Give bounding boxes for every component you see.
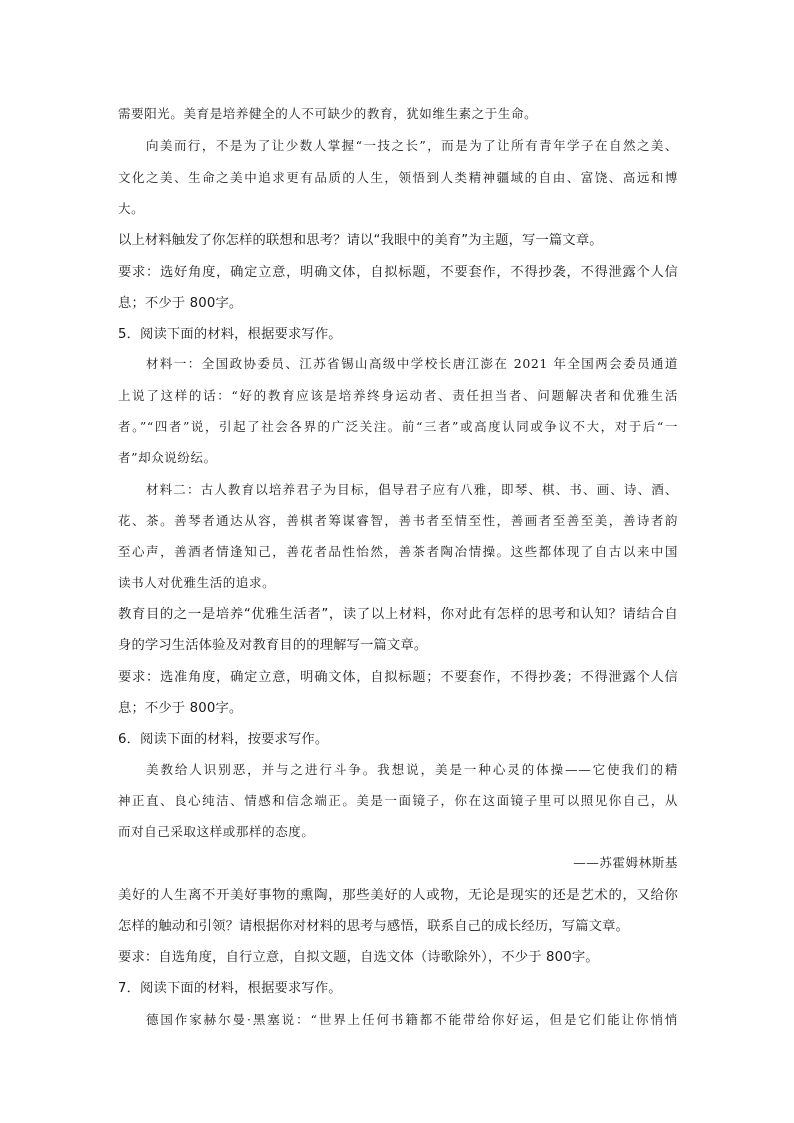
material-line: 材料二：古人教育以培养君子为目标，倡导君子应有八雅，即琴、棋、书、画、诗、酒、	[146, 482, 678, 497]
material-line: 者”却众说纷纭。	[118, 450, 217, 465]
material-line: 上说了这样的话：“好的教育应该是培养终身运动者、责任担当者、问题解决者和优雅生活	[118, 388, 678, 403]
question-requirement: 要求：自选角度，自行立意，自拟文题，自选文体（诗歌除外），不少于 800字。	[118, 950, 599, 965]
attribution: ——苏霍姆林斯基	[573, 855, 678, 870]
material-line: 材料一：全国政协委员、江苏省锡山高级中学校长唐江澎在 2021 年全国两会委员通道	[146, 356, 678, 371]
question-prompt: 身的学习生活体验及对教育目的的理解写一篇文章。	[118, 638, 428, 653]
question-requirement: 要求：选准角度，确定立意，明确文体，自拟标题；不要套作，不得抄袭；不得泄露个人信	[118, 670, 678, 685]
question-prompt: 美好的人生离不开美好事物的熏陶，那些美好的人或物，无论是现实的还是艺术的，又给你	[118, 888, 678, 903]
material-line: 而对自己采取这样或那样的态度。	[118, 824, 315, 839]
material-line: 至心声，善酒者情逢知己，善花者品性怡然，善茶者陶冶情操。这些都体现了自古以来中国	[118, 544, 678, 559]
paragraph-line: 大。	[118, 201, 145, 216]
paragraph-line: 向美而行，不是为了让少数人掌握“一技之长”，而是为了让所有青年学子在自然之美、	[146, 138, 678, 153]
material-line: 读书人对优雅生活的追求。	[118, 575, 276, 590]
question-heading: 6．阅读下面的材料，按要求写作。	[118, 732, 329, 747]
question-heading: 7．阅读下面的材料，根据要求写作。	[118, 981, 342, 996]
question-prompt: 怎样的触动和引领？请根据你对材料的思考与感悟，联系自己的成长经历，写篇文章。	[118, 919, 629, 934]
paragraph-line: 需要阳光。美育是培养健全的人不可缺少的教育，犹如维生素之于生命。	[118, 106, 538, 121]
question-requirement: 息；不少于 800字。	[118, 701, 243, 716]
question-prompt: 以上材料触发了你怎样的联想和思考？请以“我眼中的美育”为主题，写一篇文章。	[118, 233, 603, 248]
material-line: 美教给人识别恶，并与之进行斗争。我想说，美是一种心灵的体操——它使我们的精	[146, 762, 678, 777]
question-requirement: 息；不少于 800字。	[118, 296, 243, 311]
question-prompt: 教育目的之一是培养“优雅生活者”，读了以上材料，你对此有怎样的思考和认知？请结合自	[118, 607, 678, 622]
question-requirement: 要求：选好角度，确定立意，明确文体，自拟标题，不要套作，不得抄袭，不得泄露个人信	[118, 265, 678, 280]
paragraph-line: 文化之美、生命之美中追求更有品质的人生，领悟到人类精神疆域的自由、富饶、高远和博	[118, 170, 678, 185]
material-line: 花、茶。善琴者通达从容，善棋者筹谋睿智，善书者至情至性，善画者至善至美，善诗者韵	[118, 513, 678, 528]
material-line: 神正直、良心纯洁、情感和信念端正。美是一面镜子，你在这面镜子里可以照见你自己，从	[118, 793, 678, 808]
question-heading: 5．阅读下面的材料，根据要求写作。	[118, 327, 342, 342]
material-line: 德国作家赫尔曼·黑塞说：“世界上任何书籍都不能带给你好运，但是它们能让你悄悄	[146, 1012, 678, 1027]
material-line: 者。”“四者”说，引起了社会各界的广泛关注。前“三者”或高度认同或争议不大，对于后“一	[118, 419, 678, 434]
